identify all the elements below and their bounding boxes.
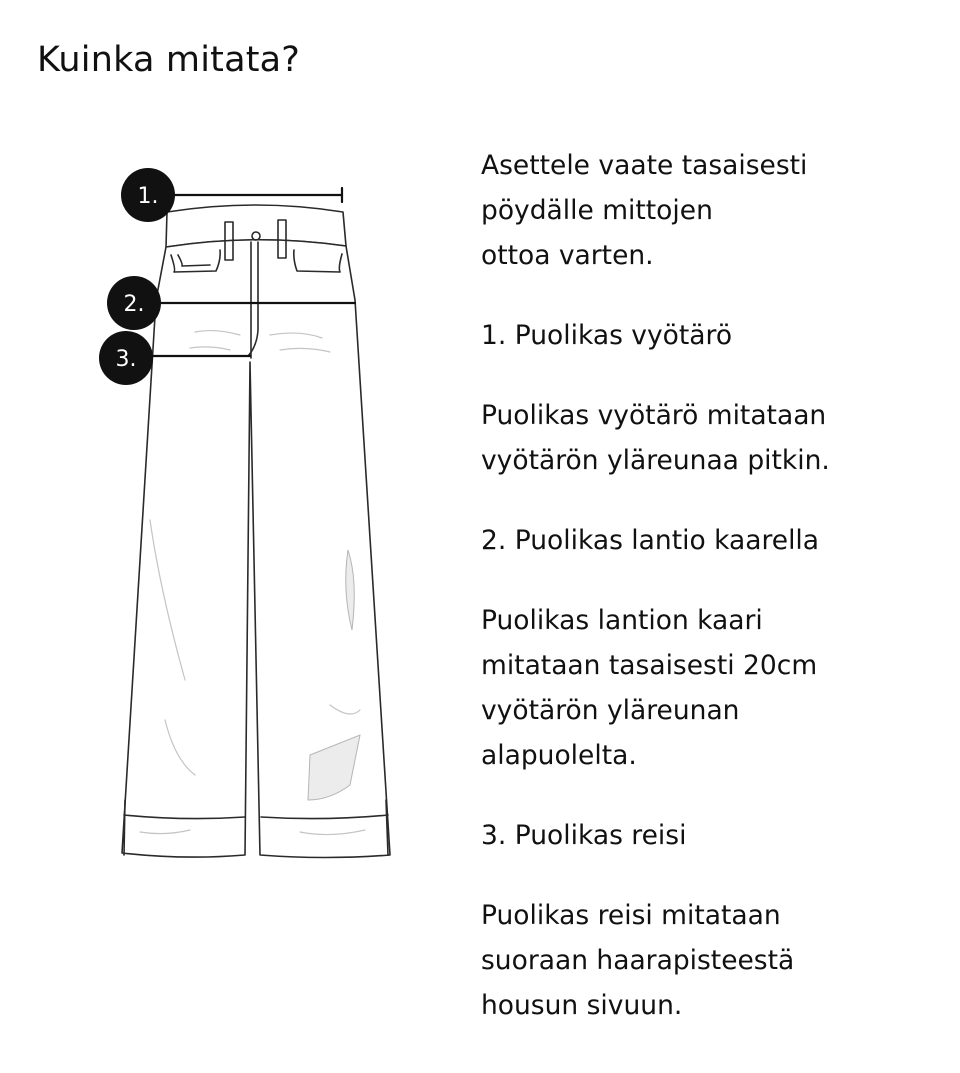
waist-heading-text: 1. Puolikas vyötärö <box>481 320 733 351</box>
thigh-heading <box>481 813 941 858</box>
intro-line: ottoa varten. <box>481 240 654 271</box>
hip-description <box>481 598 941 778</box>
waist-line: vyötärön yläreunaa pitkin. <box>481 445 830 476</box>
hip-line: vyötärön yläreunan <box>481 695 740 726</box>
page-title: Kuinka mitata? <box>37 40 301 80</box>
waist-description <box>481 393 941 483</box>
thigh-line: housun sivuun. <box>481 990 683 1021</box>
thigh-heading-text: 3. Puolikas reisi <box>481 820 687 851</box>
waist-line: Puolikas vyötärö mitataan <box>481 400 827 431</box>
hip-line: Puolikas lantion kaari <box>481 605 763 636</box>
waist-heading <box>481 313 941 358</box>
marker-badge-1 <box>121 168 175 222</box>
thigh-description <box>481 893 941 1028</box>
hip-line: alapuolelta. <box>481 740 637 771</box>
marker-label-3: 3. <box>115 347 137 372</box>
jeans-icon <box>90 160 410 870</box>
marker-badge-3 <box>99 331 153 385</box>
thigh-line: suoraan haarapisteestä <box>481 945 795 976</box>
hip-heading-text: 2. Puolikas lantio kaarella <box>481 525 820 556</box>
intro-line: pöydälle mittojen <box>481 195 713 226</box>
hip-line: mitataan tasaisesti 20cm <box>481 650 818 681</box>
marker-label-1: 1. <box>137 184 159 209</box>
measurement-instructions <box>481 143 941 1063</box>
intro-line: Asettele vaate tasaisesti <box>481 150 808 181</box>
marker-label-2: 2. <box>123 292 145 317</box>
marker-badge-2 <box>107 276 161 330</box>
hip-heading <box>481 518 941 563</box>
thigh-line: Puolikas reisi mitataan <box>481 900 781 931</box>
intro-paragraph <box>481 143 941 278</box>
jeans-illustration <box>90 160 410 870</box>
